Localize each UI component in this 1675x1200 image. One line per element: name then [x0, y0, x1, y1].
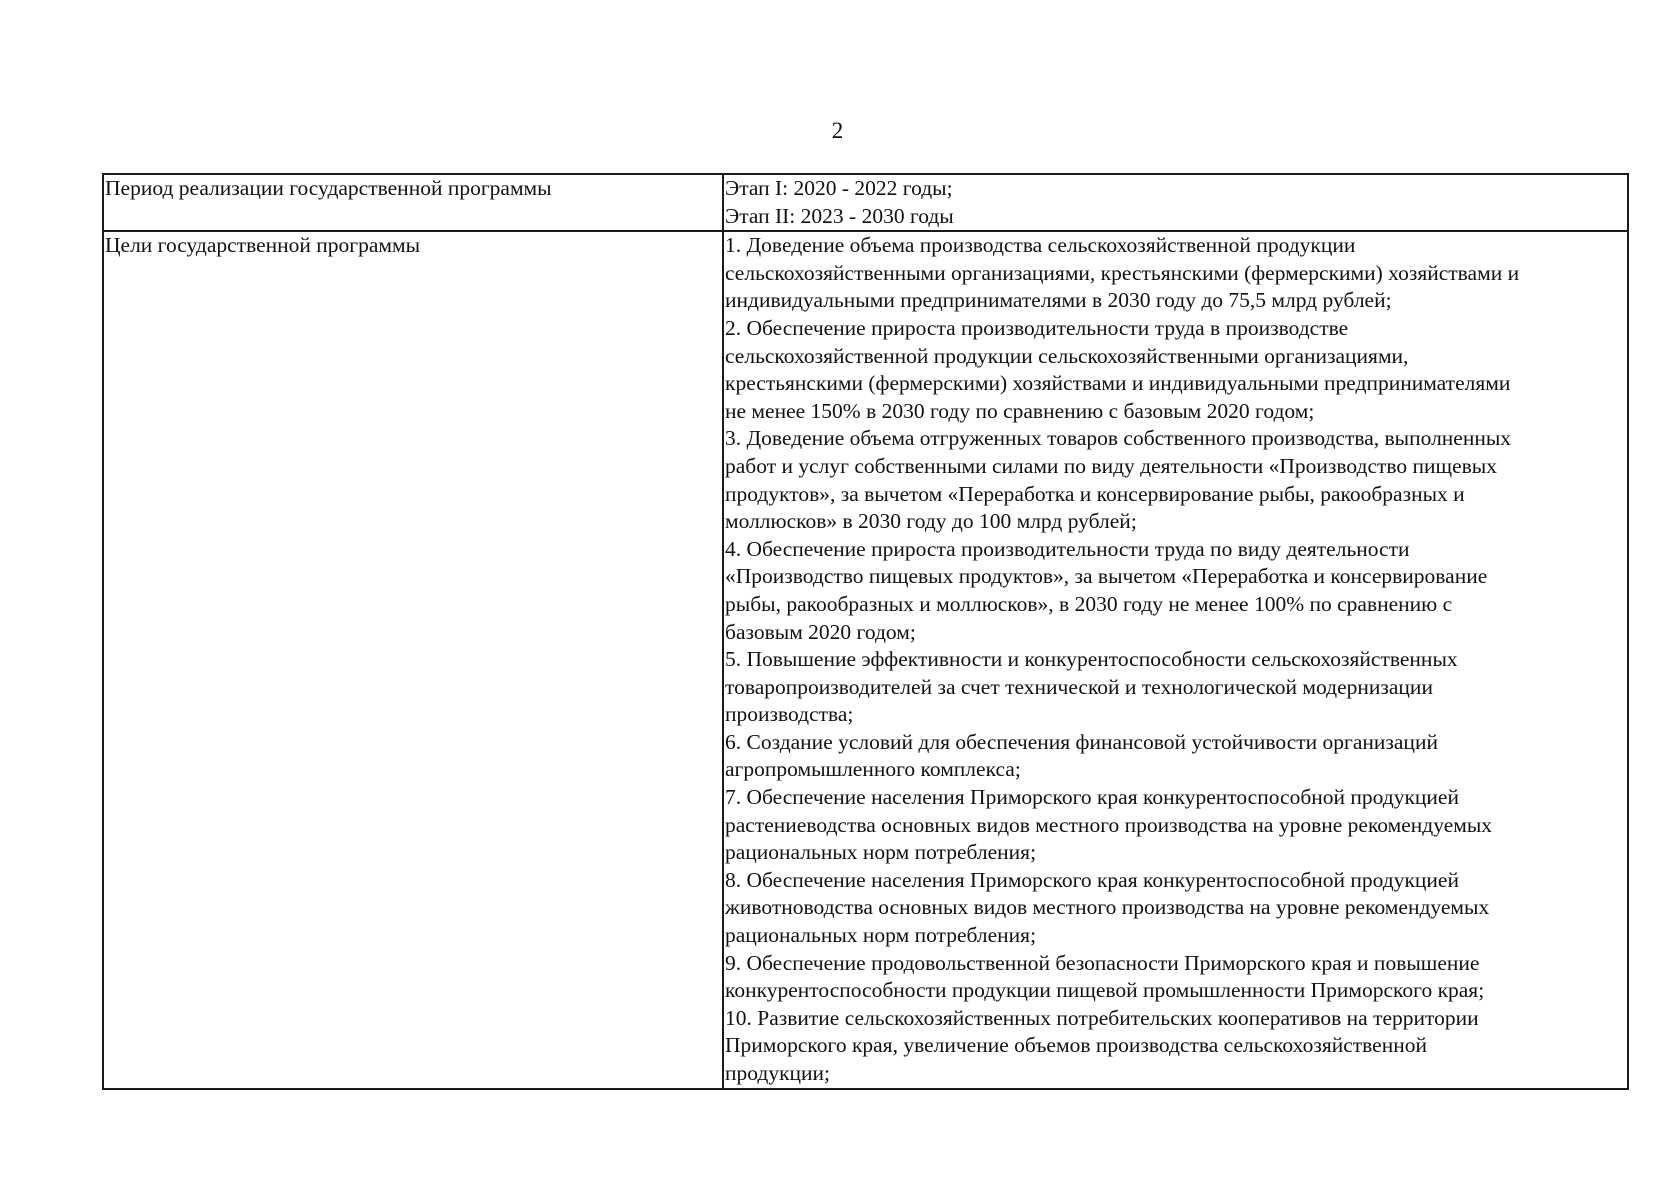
goals-text-line: растениеводства основных видов местного производства на уровне рекомендуемых	[725, 812, 1493, 837]
page-number: 2	[831, 118, 844, 143]
goals-text-line: 6. Создание условий для обеспечения финансовой устойчивости организаций	[725, 729, 1438, 754]
goals-text-line: продукции;	[725, 1061, 831, 1085]
goals-label: Цели государственной программы	[105, 233, 421, 258]
period-label: Период реализации государственной программы	[105, 176, 552, 200]
goals-text-line: 3. Доведение объема отгруженных товаров собственного производства, выполненных	[725, 426, 1512, 451]
goals-text-line: рациональных норм потребления;	[725, 840, 1037, 865]
goals-text-line: 4. Обеспечение прироста производительности труда по виду деятельности	[725, 536, 1410, 561]
goals-text-line: «Производство пищевых продуктов», за вычетом «Переработка и консервирование	[725, 564, 1488, 589]
goals-text-line: производства;	[725, 702, 854, 727]
goals-value-cell	[723, 231, 1628, 1088]
table-row-period	[103, 174, 1628, 231]
goals-text-line: 8. Обеспечение населения Приморского края конкурентоспособной продукцией	[725, 867, 1459, 892]
goals-text-line: товаропроизводителей за счет технической и технологической модернизации	[725, 674, 1433, 699]
goals-text-line: 7. Обеспечение населения Приморского края конкурентоспособной продукцией	[725, 785, 1459, 810]
goals-text-line: 5. Повышение эффективности и конкурентоспособности сельскохозяйственных	[725, 647, 1458, 672]
stage-2-line: Этап II: 2023 - 2030 годы	[725, 203, 954, 228]
goals-text-line: Приморского края, увеличение объемов производства сельскохозяйственной	[725, 1033, 1427, 1058]
goals-text-line: не менее 150% в 2030 году по сравнению с базовым 2020 годом;	[725, 398, 1315, 423]
goals-text-line: продуктов», за вычетом «Переработка и консервирование рыбы, ракообразных и	[725, 481, 1465, 506]
goals-text-line: крестьянскими (фермерскими) хозяйствами и индивидуальными предпринимателями	[725, 371, 1511, 396]
goals-label-cell	[103, 231, 723, 1088]
goals-text-line: агропромышленного комплекса;	[725, 757, 1021, 782]
goals-text-line: 1. Доведение объема производства сельскохозяйственной продукции	[725, 233, 1356, 258]
goals-text-line: моллюсков» в 2030 году до 100 млрд рублей;	[725, 509, 1137, 534]
goals-text-line: рыбы, ракообразных и моллюсков», в 2030 году не менее 100% по сравнению с	[725, 591, 1453, 616]
goals-text-line: 9. Обеспечение продовольственной безопасности Приморского края и повышение	[725, 950, 1480, 975]
goals-text-line: индивидуальными предпринимателями в 2030 году до 75,5 млрд рублей;	[725, 288, 1392, 313]
period-value-cell	[723, 174, 1628, 231]
goals-text-line: 10. Развитие сельскохозяйственных потребительских кооперативов на территории	[725, 1005, 1479, 1030]
program-passport-table	[102, 173, 1629, 1090]
goals-text-line: животноводства основных видов местного производства на уровне рекомендуемых	[725, 895, 1490, 920]
table-row-goals	[103, 231, 1628, 1088]
goals-text-line: сельскохозяйственными организациями, крестьянскими (фермерскими) хозяйствами и	[725, 260, 1520, 285]
goals-text-line: работ и услуг собственными силами по виду деятельности «Производство пищевых	[725, 453, 1497, 478]
goals-text-line: рациональных норм потребления;	[725, 923, 1037, 948]
goals-text-line: сельскохозяйственной продукции сельскохозяйственными организациями,	[725, 343, 1409, 368]
stage-1-line: Этап I: 2020 - 2022 годы;	[725, 176, 953, 200]
goals-text-line: конкурентоспособности продукции пищевой промышленности Приморского края;	[725, 978, 1485, 1003]
period-label-cell	[103, 174, 723, 231]
goals-text-line: 2. Обеспечение прироста производительности труда в производстве	[725, 315, 1349, 340]
goals-text-line: базовым 2020 годом;	[725, 619, 916, 644]
